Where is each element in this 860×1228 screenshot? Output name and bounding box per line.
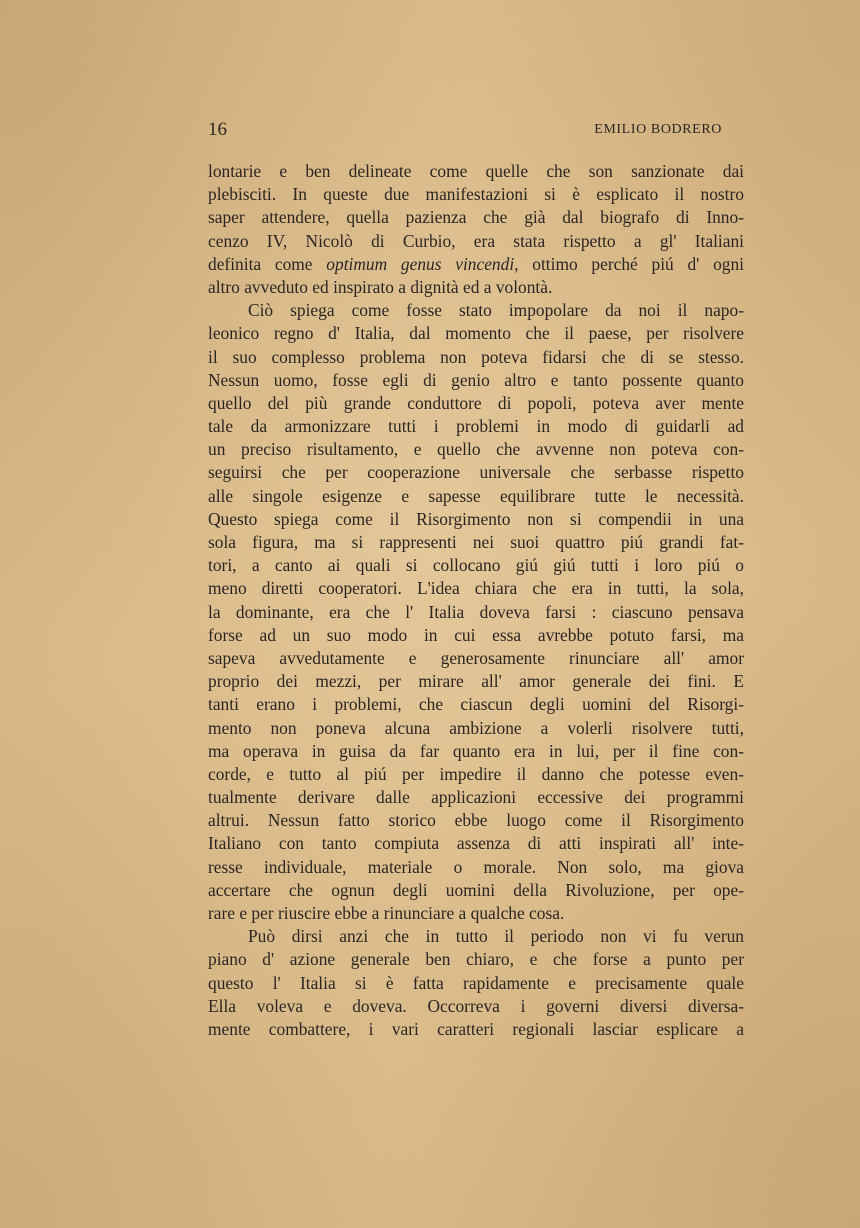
text-line: tanti erano i problemi, che ciascun degli uomini del Risorgi- [208, 694, 744, 715]
text-line: meno diretti cooperatori. L'idea chiara che era in tutti, la sola, [208, 578, 744, 599]
text-line: proprio dei mezzi, per mirare all' amor generale dei fini. E [208, 671, 744, 692]
text-line: resse individuale, materiale o morale. Non solo, ma giova [208, 856, 744, 877]
text-line: accertare che ognun degli uomini della Rivoluzione, per ope- [208, 879, 744, 900]
text-line: mente combattere, i vari caratteri regionali lasciar esplicare a [208, 1018, 744, 1039]
text-line: un preciso risultamento, e quello che avvenne non poteva con- [208, 439, 744, 460]
text-line: Ella voleva e doveva. Occorreva i governi diversi diversa- [208, 995, 744, 1016]
text-line: saper attendere, quella pazienza che già dal biografo di Inno- [208, 207, 744, 228]
text-line: la dominante, era che l' Italia doveva farsi : ciascuno pensava [208, 601, 744, 622]
text-line: forse ad un suo modo in cui essa avrebbe potuto farsi, ma [208, 624, 744, 645]
text-line: tale da armonizzare tutti i problemi in modo di guidarli ad [208, 416, 744, 437]
text-line: seguirsi che per cooperazione universale che serbasse rispetto [208, 462, 744, 483]
text-line: sola figura, ma si rappresenti nei suoi quattro piú grandi fat- [208, 532, 744, 552]
text-line: rare e per riuscire ebbe a rinunciare a qualche cosa. [208, 903, 565, 923]
text-line: altrui. Nessun fatto storico ebbe luogo come il Risorgimento [208, 810, 744, 831]
text-line: questo l' Italia si è fatta rapidamente e precisamente quale [208, 972, 744, 993]
paragraph-first-line: Può dirsi anzi che in tutto il periodo non vi fu verun [248, 926, 744, 947]
body-text [208, 160, 744, 1041]
text-line: plebisciti. In queste due manifestazioni si è esplicato il nostro [208, 184, 744, 205]
text-line: Questo spiega come il Risorgimento non si compendii in una [208, 508, 744, 529]
text-line: piano d' azione generale ben chiaro, e che forse a punto per [208, 949, 744, 970]
text-line: lontarie e ben delineate come quelle che son sanzionate dai [208, 161, 744, 181]
text-line: sapeva avvedutamente e generosamente rinunciare all' amor [208, 647, 744, 668]
text-line: alle singole esigenze e sapesse equilibrare tutte le necessità. [208, 485, 744, 506]
text-fragment: definita come [208, 253, 327, 274]
running-head: EMILIO BODRERO [594, 122, 722, 137]
text-line: tualmente derivare dalle applicazioni eccessive dei programmi [208, 787, 744, 808]
text-line: mento non poneva alcuna ambizione a volerli risolvere tutti, [208, 717, 744, 738]
text-line: cenzo IV, Nicolò di Curbio, era stata rispetto a gl' Italiani [208, 230, 744, 251]
paragraph-first-line: Ciò spiega come fosse stato impopolare da noi il napo- [248, 300, 744, 321]
text-line: il suo complesso problema non poteva fidarsi che di se stesso. [208, 346, 744, 367]
text-line: leonico regno d' Italia, dal momento che il paese, per risolvere [208, 323, 744, 344]
text-line: Nessun uomo, fosse egli di genio altro e tanto possente quanto [208, 369, 744, 390]
text-fragment: ottimo perché piú d' ogni [518, 253, 744, 274]
latin-phrase: optimum genus vincendi, [326, 253, 519, 274]
text-line: quello del più grande conduttore di popoli, poteva aver mente [208, 392, 744, 413]
text-line: tori, a canto ai quali si collocano giú giú tutti i loro piú o [208, 555, 744, 576]
text-line-with-latin-phrase [208, 253, 744, 276]
page-number: 16 [208, 119, 227, 140]
text-line: corde, e tutto al piú per impedire il danno che potesse even- [208, 763, 744, 784]
text-line: altro avveduto ed inspirato a dignità ed a volontà. [208, 276, 553, 297]
page-header [208, 119, 744, 145]
text-line: Italiano con tanto compiuta assenza di atti inspirati all' inte- [208, 833, 744, 854]
text-line: ma operava in guisa da far quanto era in lui, per il fine con- [208, 740, 744, 761]
